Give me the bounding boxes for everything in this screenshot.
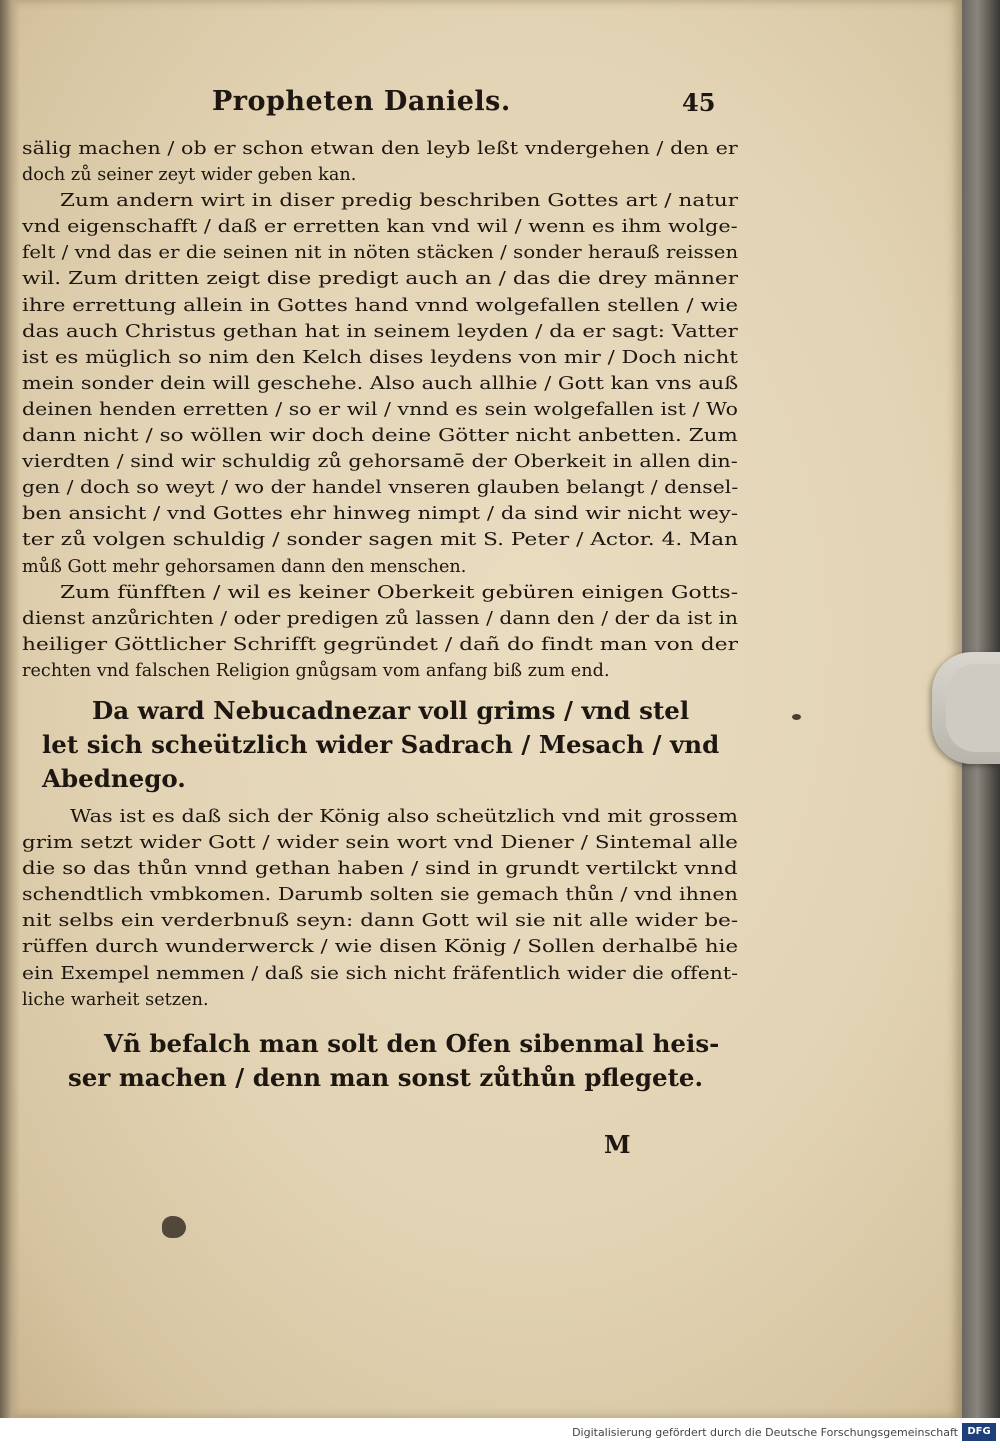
funding-credit: Digitalisierung gefördert durch die Deutsche Forschungsgemeinschaft: [572, 1426, 958, 1439]
text-line: ihre errettung allein in Gottes hand vnnd wolgefallen stellen / wie: [22, 295, 739, 316]
text-line: heiliger Göttlicher Schrifft gegründet / dañ do findt man von der: [22, 634, 739, 655]
heading-line: ser machen / denn man sonst zůthůn pflegete.: [68, 1062, 704, 1092]
text-line: dann nicht / so wöllen wir doch deine Götter nicht anbetten. Zum: [22, 426, 738, 447]
text-line: grim setzt wider Gott / wider sein wort vnd Diener / Sintemal alle: [22, 833, 738, 854]
text-line: liche warheit setzen.: [22, 989, 209, 1010]
text-line: Was ist es daß sich der König also scheützlich vnd mit grossem: [70, 806, 738, 827]
text-line: rechten vnd falschen Religion gnůgsam vom anfang biß zum end.: [22, 660, 610, 681]
text-line: felt / vnd das er die seinen nit in nöten stäcken / sonder herauß reissen: [22, 243, 739, 264]
text-line: rüffen durch wunderwerck / wie disen König / Sollen derhalbē hie: [22, 937, 739, 958]
text-line: ist es müglich so nim den Kelch dises leydens von mir / Doch nicht: [22, 347, 738, 368]
dfg-logo: DFG: [962, 1423, 996, 1441]
text-line: wil. Zum dritten zeigt dise predigt auch an / das die drey männer: [22, 269, 739, 290]
folio-number: 45: [682, 88, 716, 117]
heading-line: Vñ befalch man solt den Ofen sibenmal heis-: [104, 1028, 720, 1058]
text-line: mein sonder dein will geschehe. Also auch allhie / Gott kan vns auß: [22, 373, 739, 394]
text-line: můß Gott mehr gehorsamen dann den menschen.: [22, 556, 467, 577]
paragraph-2: [22, 188, 740, 579]
paragraph-4: [22, 804, 740, 1013]
text-line: schendtlich vmbkomen. Darumb solten sie gemach thůn / vnd ihnen: [22, 885, 738, 906]
section-heading-2: [22, 1027, 740, 1095]
page-clip-inner: [946, 664, 1000, 752]
text-line: deinen henden erretten / so er wil / vnnd es sein wolgefallen ist / Wo: [22, 399, 739, 420]
text-line: ben ansicht / vnd Gottes ehr hinweg nimpt / da sind wir nicht wey-: [22, 504, 739, 525]
text-line: dienst anzůrichten / oder predigen zů lassen / dann den / der da ist in: [22, 608, 739, 629]
paragraph-1: [22, 136, 740, 188]
ink-blot: [162, 1216, 186, 1238]
page-text: [22, 86, 740, 1095]
text-line: nit selbs ein verderbnuß seyn: dann Gott wil sie nit alle wider be-: [22, 911, 739, 932]
page-header: [22, 86, 740, 136]
running-title: Propheten Daniels.: [212, 86, 511, 117]
text-line: Zum andern wirt in diser predig beschriben Gottes art / natur: [60, 191, 739, 212]
heading-line: Abednego.: [42, 763, 186, 793]
text-line: ein Exempel nemmen / daß sie sich nicht fräfentlich wider die offent-: [22, 963, 739, 984]
heading-line: Da ward Nebucadnezar voll grims / vnd stel: [92, 695, 690, 725]
text-line: vnd eigenschafft / daß er erretten kan vnd wil / wenn es ihm wolge-: [22, 217, 738, 238]
text-line: gen / doch so weyt / wo der handel vnseren glauben belangt / densel-: [22, 478, 739, 499]
paragraph-3: [22, 580, 740, 684]
text-line: vierdten / sind wir schuldig zů gehorsamē der Oberkeit in allen din-: [22, 452, 738, 473]
catchword: M: [604, 1130, 631, 1159]
heading-line: let sich scheützlich wider Sadrach / Mesach / vnd: [42, 729, 720, 759]
text-line: Zum fünfften / wil es keiner Oberkeit gebüren einigen Gotts-: [60, 582, 739, 603]
text-line: das auch Christus gethan hat in seinem leyden / da er sagt: Vatter: [22, 321, 738, 342]
section-heading-1: [22, 694, 740, 796]
text-line: ter zů volgen schuldig / sonder sagen mit S. Peter / Actor. 4. Man: [22, 530, 739, 551]
text-line: die so das thůn vnnd gethan haben / sind in grundt vertilckt vnnd: [22, 859, 738, 880]
ink-spot: [792, 714, 801, 720]
facing-page-fragment: [0, 600, 20, 1220]
footer-bar: [0, 1418, 1000, 1448]
text-line: sälig machen / ob er schon etwan den leyb leßt vndergehen / den er: [22, 139, 738, 159]
text-line: doch zů seiner zeyt wider geben kan.: [22, 165, 357, 186]
